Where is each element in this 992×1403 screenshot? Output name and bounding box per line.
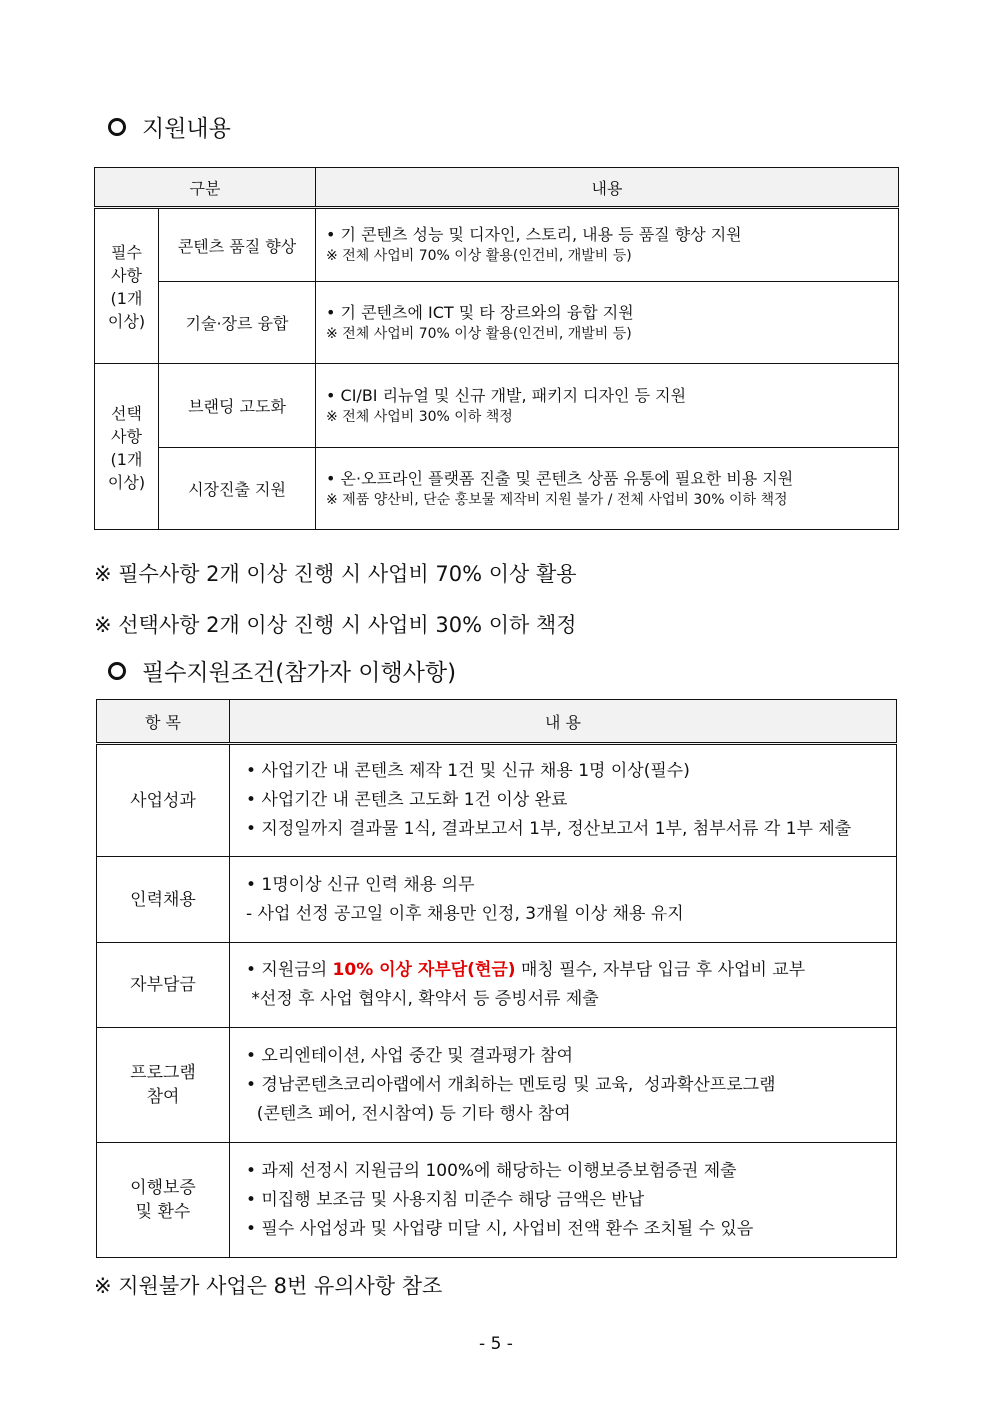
section-title: 지원내용 bbox=[142, 116, 231, 142]
page-number: - 5 - bbox=[479, 1334, 513, 1354]
group-label-required: 필수 사항 (1개 이상) bbox=[95, 208, 159, 364]
row-label-program: 프로그램 참여 bbox=[97, 1028, 230, 1143]
note-ineligible: ※ 지원불가 사업은 8번 유의사항 참조 bbox=[94, 1274, 443, 1298]
item-content: • 기 콘텐츠에 ICT 및 타 장르와의 융합 지원 ※ 전체 사업비 70% 이상 활용(인건비, 개발비 등) bbox=[316, 282, 899, 364]
circle-bullet-icon bbox=[108, 662, 126, 680]
section-heading-support-content bbox=[108, 110, 231, 143]
item-name: 기술·장르 융합 bbox=[159, 282, 316, 364]
section-heading-required-conditions bbox=[108, 654, 456, 687]
group-label-optional: 선택 사항 (1개 이상) bbox=[95, 364, 159, 530]
note-optional: ※ 선택사항 2개 이상 진행 시 사업비 30% 이하 책정 bbox=[94, 613, 577, 637]
row-content: • 지원금의 10% 이상 자부담(현금) 매칭 필수, 자부담 입금 후 사업비 교부 *선정 후 사업 협약시, 확약서 등 증빙서류 제출 bbox=[230, 943, 897, 1028]
item-name: 시장진출 지원 bbox=[159, 448, 316, 530]
row-label-guarantee: 이행보증 및 환수 bbox=[97, 1143, 230, 1258]
section-title: 필수지원조건(참가자 이행사항) bbox=[142, 660, 457, 686]
row-label-performance: 사업성과 bbox=[97, 744, 230, 857]
item-content: • 기 콘텐츠 성능 및 디자인, 스토리, 내용 등 품질 향상 지원 ※ 전체 사업비 70% 이상 활용(인건비, 개발비 등) bbox=[316, 208, 899, 282]
header-content: 내용 bbox=[316, 168, 899, 208]
note-required: ※ 필수사항 2개 이상 진행 시 사업비 70% 이상 활용 bbox=[94, 562, 577, 586]
row-content: • 사업기간 내 콘텐츠 제작 1건 및 신규 채용 1명 이상(필수) • 사업기간 내 콘텐츠 고도화 1건 이상 완료 • 지정일까지 결과물 1식, 결과보고서 1부, 정산보고서 1부, 첨부서류 각 1부 제출 bbox=[230, 744, 897, 857]
item-content: • CI/BI 리뉴얼 및 신규 개발, 패키지 디자인 등 지원 ※ 전체 사업비 30% 이하 책정 bbox=[316, 364, 899, 448]
row-content: • 과제 선정시 지원금의 100%에 해당하는 이행보증보험증권 제출 • 미집행 보조금 및 사용지침 미준수 해당 금액은 반납 • 필수 사업성과 및 사업량 미달 시, 사업비 전액 환수 조치될 수 있음 bbox=[230, 1143, 897, 1258]
row-content: • 오리엔테이션, 사업 중간 및 결과평가 참여 • 경남콘텐츠코리아랩에서 개최하는 멘토링 및 교육, 성과확산프로그램 (콘텐츠 페어, 전시참여) 등 기타 행사 참여 bbox=[230, 1028, 897, 1143]
circle-bullet-icon bbox=[108, 118, 126, 136]
header-item: 항 목 bbox=[97, 700, 230, 744]
header-content: 내 용 bbox=[230, 700, 897, 744]
highlight-text: 10% 이상 자부담(현금) bbox=[332, 960, 516, 980]
item-content: • 온·오프라인 플랫폼 진출 및 콘텐츠 상품 유통에 필요한 비용 지원 ※ 제품 양산비, 단순 홍보물 제작비 지원 불가 / 전체 사업비 30% 이하 책정 bbox=[316, 448, 899, 530]
row-label-self-funding: 자부담금 bbox=[97, 943, 230, 1028]
support-content-table bbox=[94, 167, 899, 530]
header-category: 구분 bbox=[95, 168, 316, 208]
required-conditions-table bbox=[96, 699, 897, 1258]
row-content: • 1명이상 신규 인력 채용 의무 - 사업 선정 공고일 이후 채용만 인정, 3개월 이상 채용 유지 bbox=[230, 857, 897, 943]
row-label-hiring: 인력채용 bbox=[97, 857, 230, 943]
item-name: 브랜딩 고도화 bbox=[159, 364, 316, 448]
item-name: 콘텐츠 품질 향상 bbox=[159, 208, 316, 282]
